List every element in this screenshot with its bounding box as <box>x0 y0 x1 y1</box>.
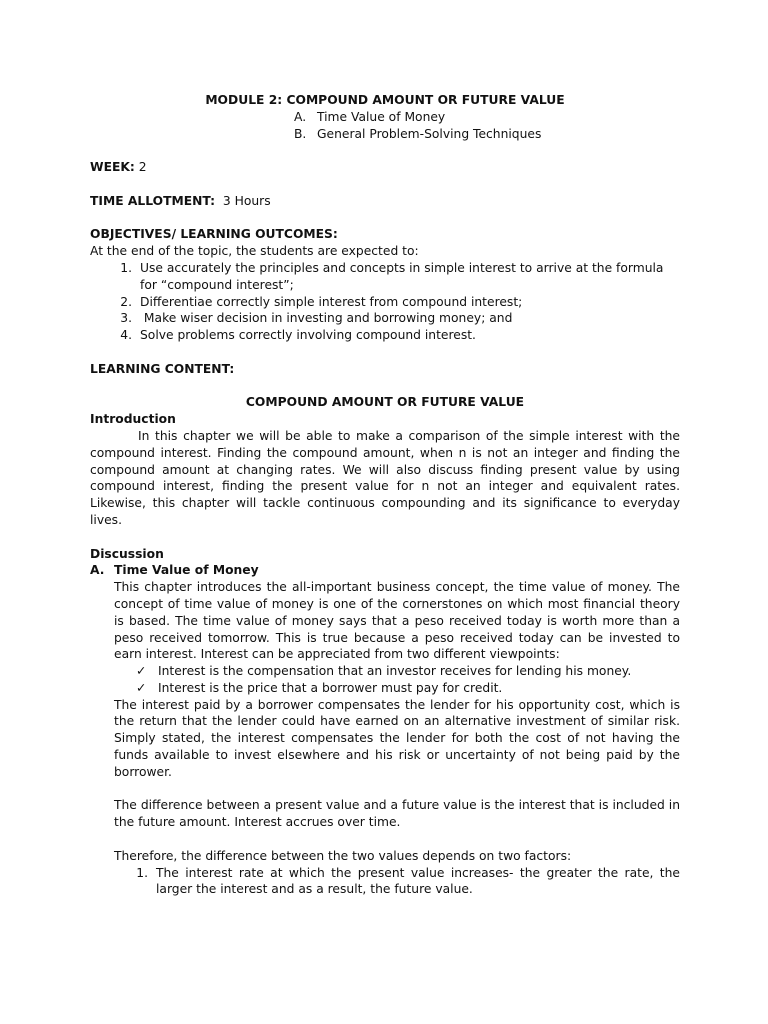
viewpoint-item <box>136 663 680 680</box>
viewpoint-text: Interest is the price that a borrower must pay for credit. <box>158 680 503 695</box>
time-allotment-label: TIME ALLOTMENT: <box>90 193 216 208</box>
document-page <box>90 92 680 898</box>
checkmark-icon: ✓ <box>136 664 147 679</box>
objective-text: Make wiser decision in investing and borrowing money; and <box>140 311 513 326</box>
objective-item <box>90 327 680 344</box>
viewpoint-item <box>136 680 680 697</box>
objective-item <box>90 310 680 327</box>
viewpoint-text: Interest is the compensation that an investor receives for lending his money. <box>158 664 632 679</box>
topic-item <box>294 109 680 126</box>
time-allotment-line <box>90 193 680 210</box>
module-topics <box>294 109 680 143</box>
objective-item <box>90 260 680 294</box>
introduction-paragraph: In this chapter we will be able to make a comparison of the simple interest with the compound interest. Finding the compound amount, when n is not an integer and finding the compound amount at changing rates. We will also discuss finding present value by using compound interest, finding the present value for n not an integer and equivalent rates. Likewise, this chapter will tackle continuous compounding and its significance to everyday lives. <box>90 428 680 527</box>
section-title: COMPOUND AMOUNT OR FUTURE VALUE <box>245 395 525 410</box>
topic-marker: A. <box>294 109 307 124</box>
checkmark-icon: ✓ <box>136 680 147 695</box>
objective-text: Differentiae correctly simple interest from compound interest; <box>140 294 523 309</box>
factor-text: The interest rate at which the present value increases- the greater the rate, the larger the interest and as a result, the future value. <box>156 865 680 897</box>
objective-text: Use accurately the principles and concepts in simple interest to arrive at the formula for “compound interest”; <box>140 260 664 292</box>
factors-list <box>114 865 680 899</box>
discussion-heading: Discussion <box>90 546 164 561</box>
factor-item <box>114 865 680 899</box>
objective-marker: 3. <box>120 311 132 326</box>
factor-marker: 1. <box>136 865 148 880</box>
subheading-marker: A. <box>90 563 105 578</box>
topic-item <box>294 126 680 143</box>
topic-text: Time Value of Money <box>317 109 446 124</box>
discussion-paragraph: The interest paid by a borrower compensates the lender for his opportunity cost, which is the return that the lender could have earned on an alternative investment of similar risk. Simply stated, the interest compensates the lender for both the cost of not having the funds available to invest elsewhere and his risk or uncertainty of not being paid by the borrower. <box>114 697 680 779</box>
discussion-paragraph: This chapter introduces the all-important business concept, the time value of money. The concept of time value of money is one of the cornerstones on which most financial theory is based. The time value of money says that a peso received today is worth more than a peso received tomorrow. This is true because a peso received today can be invested to earn interest. Interest can be appreciated from two different viewpoints: <box>114 580 680 662</box>
module-title: MODULE 2: COMPOUND AMOUNT OR FUTURE VALUE <box>205 93 565 107</box>
learning-content-heading: LEARNING CONTENT: <box>90 361 235 376</box>
discussion-subheading <box>90 562 680 579</box>
topic-text: General Problem-Solving Techniques <box>317 126 542 141</box>
introduction-heading: Introduction <box>90 412 176 427</box>
time-allotment-value: 3 Hours <box>222 193 271 208</box>
week-label: WEEK: <box>90 160 135 175</box>
objective-marker: 1. <box>120 260 132 275</box>
objective-marker: 2. <box>120 294 132 309</box>
objective-item <box>90 294 680 311</box>
objective-text: Solve problems correctly involving compound interest. <box>140 328 476 343</box>
week-line <box>90 159 680 176</box>
objective-marker: 4. <box>120 328 132 343</box>
topic-marker: B. <box>294 126 307 141</box>
objectives-heading: OBJECTIVES/ LEARNING OUTCOMES: <box>90 227 338 242</box>
objectives-list <box>90 260 680 344</box>
objectives-intro: At the end of the topic, the students are expected to: <box>90 244 419 259</box>
interest-viewpoints-list <box>136 663 680 697</box>
discussion-paragraph: Therefore, the difference between the two values depends on two factors: <box>114 848 572 863</box>
week-value: 2 <box>138 160 147 175</box>
subheading-text: Time Value of Money <box>114 563 259 578</box>
discussion-paragraph: The difference between a present value and a future value is the interest that is included in the future amount. Interest accrues over time. <box>114 798 680 830</box>
